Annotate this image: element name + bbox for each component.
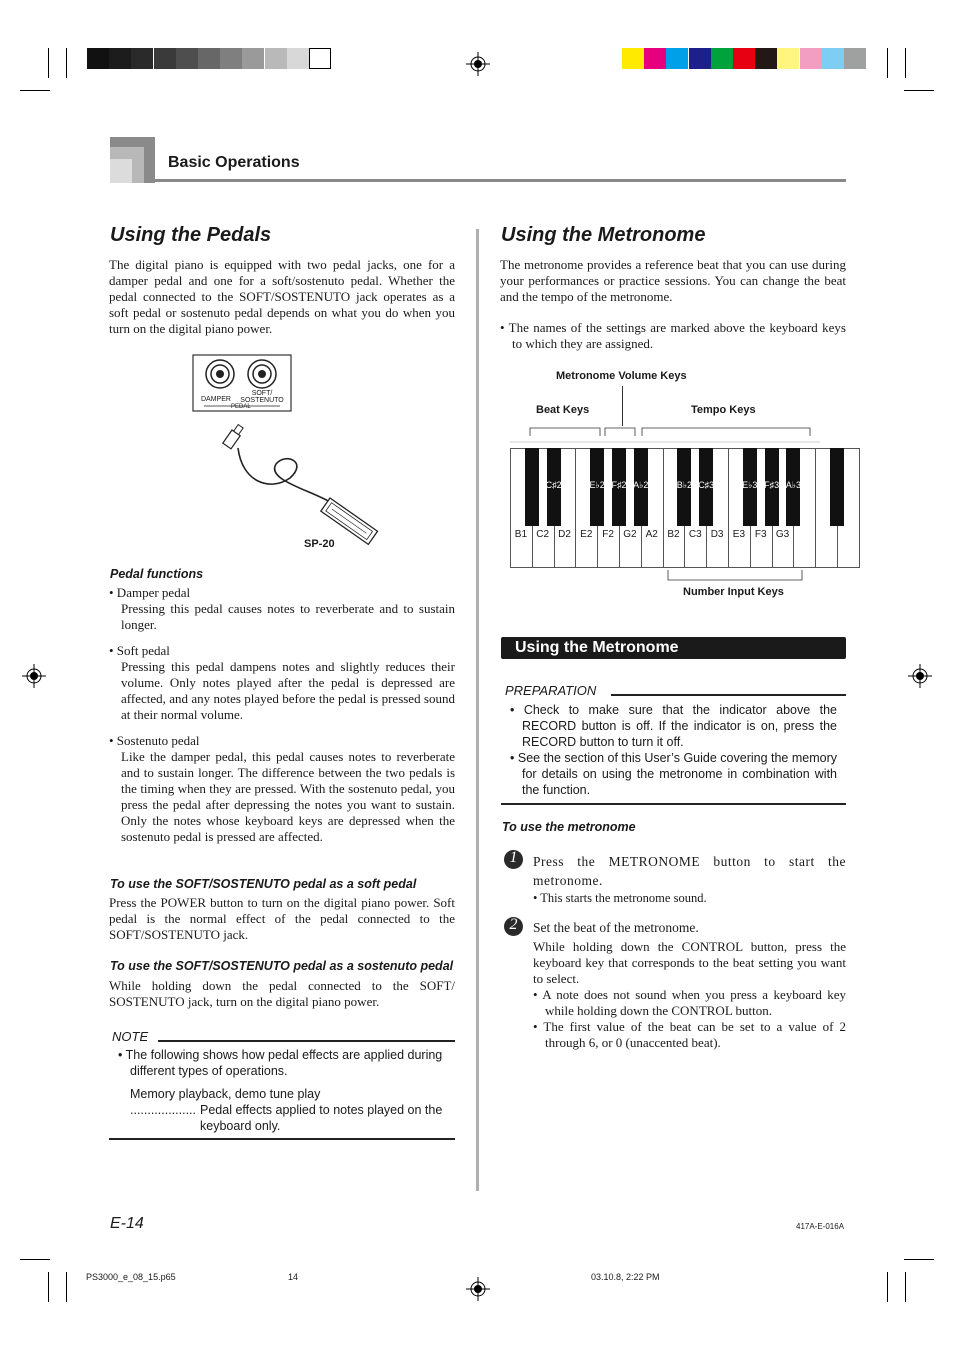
color-swatch <box>644 48 666 69</box>
metronome-intro: The metronome provides a reference beat that you can use during your performances or practice sessions. You can change the beat and the tempo of the metronome. <box>500 257 846 304</box>
pedal-functions-heading: Pedal functions <box>110 567 204 581</box>
crop-mark <box>66 1272 67 1302</box>
beat-keys-label: Beat Keys <box>536 404 590 416</box>
step-number-badge: 2 <box>504 917 523 936</box>
step-text: Set the beat of the metronome. <box>533 920 699 935</box>
color-swatch <box>777 48 799 69</box>
page-number: E-14 <box>110 1215 144 1232</box>
white-key-label: E3 <box>732 529 746 540</box>
black-key-label: C♯3 <box>698 480 715 490</box>
white-key-label: F3 <box>754 529 767 540</box>
white-key-label: C2 <box>536 529 550 540</box>
note-label: NOTE <box>112 1029 149 1044</box>
metronome-title: Using the Metronome <box>501 224 706 246</box>
crop-mark <box>887 1272 888 1302</box>
pedals-intro: The digital piano is equipped with two pedal jacks, one for a damper pedal and one for a soft/sostenuto pedal. Whether the pedal connected to the SOFT/SOSTENUTO jack operates as a soft pedal or sostenuto pedal depends on what you do when you turn on the digital piano power. <box>109 257 455 336</box>
note-dots: ................... <box>130 1103 196 1117</box>
function-desc: Pressing this pedal dampens notes and slightly reduces their volume. Only notes played after the pedal is depressed are affected, and any notes played before the pedal is pressed sound at their normal volume. <box>121 659 455 722</box>
sheet-number: 14 <box>288 1272 299 1282</box>
color-swatch <box>844 48 866 69</box>
black-key-label: A♭2 <box>633 480 649 490</box>
registration-mark-icon <box>466 1277 490 1301</box>
step-sub: • The first value of the beat can be set to a value of 2 through 6, or 0 (unaccented beat). <box>533 1019 846 1050</box>
prep-rule-top <box>611 694 846 696</box>
sostenuto-jack-label: SOFT/ SOSTENUTO <box>240 390 284 404</box>
file-name: PS3000_e_08_15.p65 <box>86 1272 176 1282</box>
black-key-label: F♯2 <box>611 480 627 490</box>
section-tab-icon <box>110 137 155 183</box>
note-rule-bottom <box>109 1138 455 1140</box>
white-key-label: G2 <box>623 529 637 540</box>
black-key-label: E♭2 <box>589 480 605 490</box>
gray-swatch <box>198 48 220 69</box>
black-key-label: A♭3 <box>785 480 802 490</box>
white-key-label: C3 <box>688 529 702 540</box>
gray-swatch <box>309 48 331 69</box>
damper-jack-label: DAMPER <box>201 396 231 403</box>
section-bar <box>501 637 846 659</box>
prep-item: • Check to make sure that the indicator above the RECORD button is off. If the indicator is on, press the RECORD button to turn it off. <box>510 703 837 749</box>
prep-rule-bottom <box>501 803 846 805</box>
gray-swatch <box>131 48 153 69</box>
black-key-label: E♭3 <box>742 480 758 490</box>
color-swatch <box>733 48 755 69</box>
column-divider <box>476 229 479 1191</box>
soft-pedal-heading: To use the SOFT/SOSTENUTO pedal as a soft pedal <box>110 877 417 891</box>
soft-pedal-text: Press the POWER button to turn on the digital piano power. Soft pedal is the normal effect of the pedal connected to the SOFT/SOSTENUTO jack. <box>109 895 455 942</box>
function-desc: Like the damper pedal, this pedal causes notes to reverberate and to sustain longer. The difference between the two pedals is the timing when they are pressed. With the sostenuto pedal, you press the pedal after depressing the notes you want to sustain. Only the notes whose keyboard keys are depressed when the sostenuto pedal is pressed are affected. <box>121 749 455 844</box>
header-rule <box>155 179 846 182</box>
color-swatch <box>822 48 844 69</box>
crop-mark <box>20 1259 50 1260</box>
step-number-badge: 1 <box>504 850 523 869</box>
color-swatch <box>711 48 733 69</box>
note-bullet: • The following shows how pedal effects are applied during different types of operations. <box>118 1048 443 1078</box>
volume-keys-label: Metronome Volume Keys <box>556 370 687 382</box>
note-rule-top <box>158 1040 455 1042</box>
gray-swatch <box>109 48 131 69</box>
document-code: 417A-E-016A <box>796 1222 845 1231</box>
gray-swatch <box>220 48 242 69</box>
black-key <box>830 448 844 526</box>
crop-mark <box>48 48 49 78</box>
crop-mark <box>905 48 906 78</box>
crop-mark <box>66 48 67 78</box>
tempo-keys-label: Tempo Keys <box>691 404 756 416</box>
prep-item: • See the section of this User’s Guide covering the memory for details on using the metronome in combination with the function. <box>510 751 837 797</box>
black-key-label: F♯3 <box>764 480 780 490</box>
preparation-label: PREPARATION <box>505 683 597 698</box>
white-key-label: E2 <box>580 529 593 540</box>
white-key-label: D2 <box>558 529 571 540</box>
pedal-diagram <box>190 352 390 552</box>
crop-mark <box>20 90 50 91</box>
crop-mark <box>904 1259 934 1260</box>
step-detail: While holding down the CONTROL button, press the keyboard key that corresponds to the beat setting you want to select. <box>533 939 846 986</box>
white-key-label: F2 <box>602 529 614 540</box>
registration-mark-icon <box>466 52 490 76</box>
crop-mark <box>48 1272 49 1302</box>
use-metronome-heading: To use the metronome <box>502 820 636 834</box>
black-key-label: B♭2 <box>676 480 693 490</box>
step-text: Press the METRONOME button to start the metronome. <box>533 854 846 888</box>
gray-swatch <box>287 48 309 69</box>
registration-mark-icon <box>908 664 932 688</box>
note-effect: Pedal effects applied to notes played on the keyboard only. <box>200 1103 443 1133</box>
print-date: 03.10.8, 2:22 PM <box>591 1272 660 1282</box>
section-bar-title: Using the Metronome <box>515 639 679 656</box>
sostenuto-pedal-text: While holding down the pedal connected to the SOFT/ SOSTENUTO jack, turn on the digital piano power. <box>109 978 455 1009</box>
crop-mark <box>905 1272 906 1302</box>
white-key-label: A2 <box>645 529 658 540</box>
sostenuto-pedal-heading: To use the SOFT/SOSTENUTO pedal as a sostenuto pedal <box>110 959 454 973</box>
black-key <box>525 448 539 526</box>
color-swatch <box>666 48 688 69</box>
section-header: Basic Operations <box>168 154 300 171</box>
step-sub: • A note does not sound when you press a keyboard key while holding down the CONTROL button. <box>533 987 846 1018</box>
step-sub: • This starts the metronome sound. <box>533 891 707 905</box>
function-desc: Pressing this pedal causes notes to reverberate and to sustain longer. <box>121 601 455 632</box>
gray-swatch <box>242 48 264 69</box>
color-swatch <box>755 48 777 69</box>
color-swatch <box>800 48 822 69</box>
pedal-functions-list <box>109 585 455 845</box>
black-key-label: C♯2 <box>545 480 562 490</box>
gray-swatch <box>265 48 287 69</box>
gray-swatch <box>176 48 198 69</box>
number-keys-label: Number Input Keys <box>683 586 784 598</box>
crop-mark <box>887 48 888 78</box>
color-swatch <box>689 48 711 69</box>
white-key-label: B1 <box>514 529 528 540</box>
white-key-label: D3 <box>710 529 724 540</box>
metronome-bullet: • The names of the settings are marked above the keyboard keys to which they are assigned. <box>500 320 846 351</box>
white-key-label: G3 <box>775 529 790 540</box>
gray-swatch <box>87 48 109 69</box>
registration-mark-icon <box>22 664 46 688</box>
preparation-list <box>510 702 837 798</box>
function-name: • Damper pedal <box>109 585 191 600</box>
keyboard-bracket-lines <box>510 418 846 448</box>
pedal-model-label: SP-20 <box>304 538 335 550</box>
crop-mark <box>904 90 934 91</box>
color-swatch <box>622 48 644 69</box>
step-subs <box>533 987 846 1051</box>
function-name: • Soft pedal <box>109 643 170 658</box>
gray-swatch <box>154 48 176 69</box>
note-item: Memory playback, demo tune play <box>130 1087 321 1101</box>
pedals-title: Using the Pedals <box>110 224 272 246</box>
function-name: • Sostenuto pedal <box>109 733 200 748</box>
pedal-group-label: PEDAL <box>231 404 251 410</box>
white-key-label: B2 <box>667 529 680 540</box>
